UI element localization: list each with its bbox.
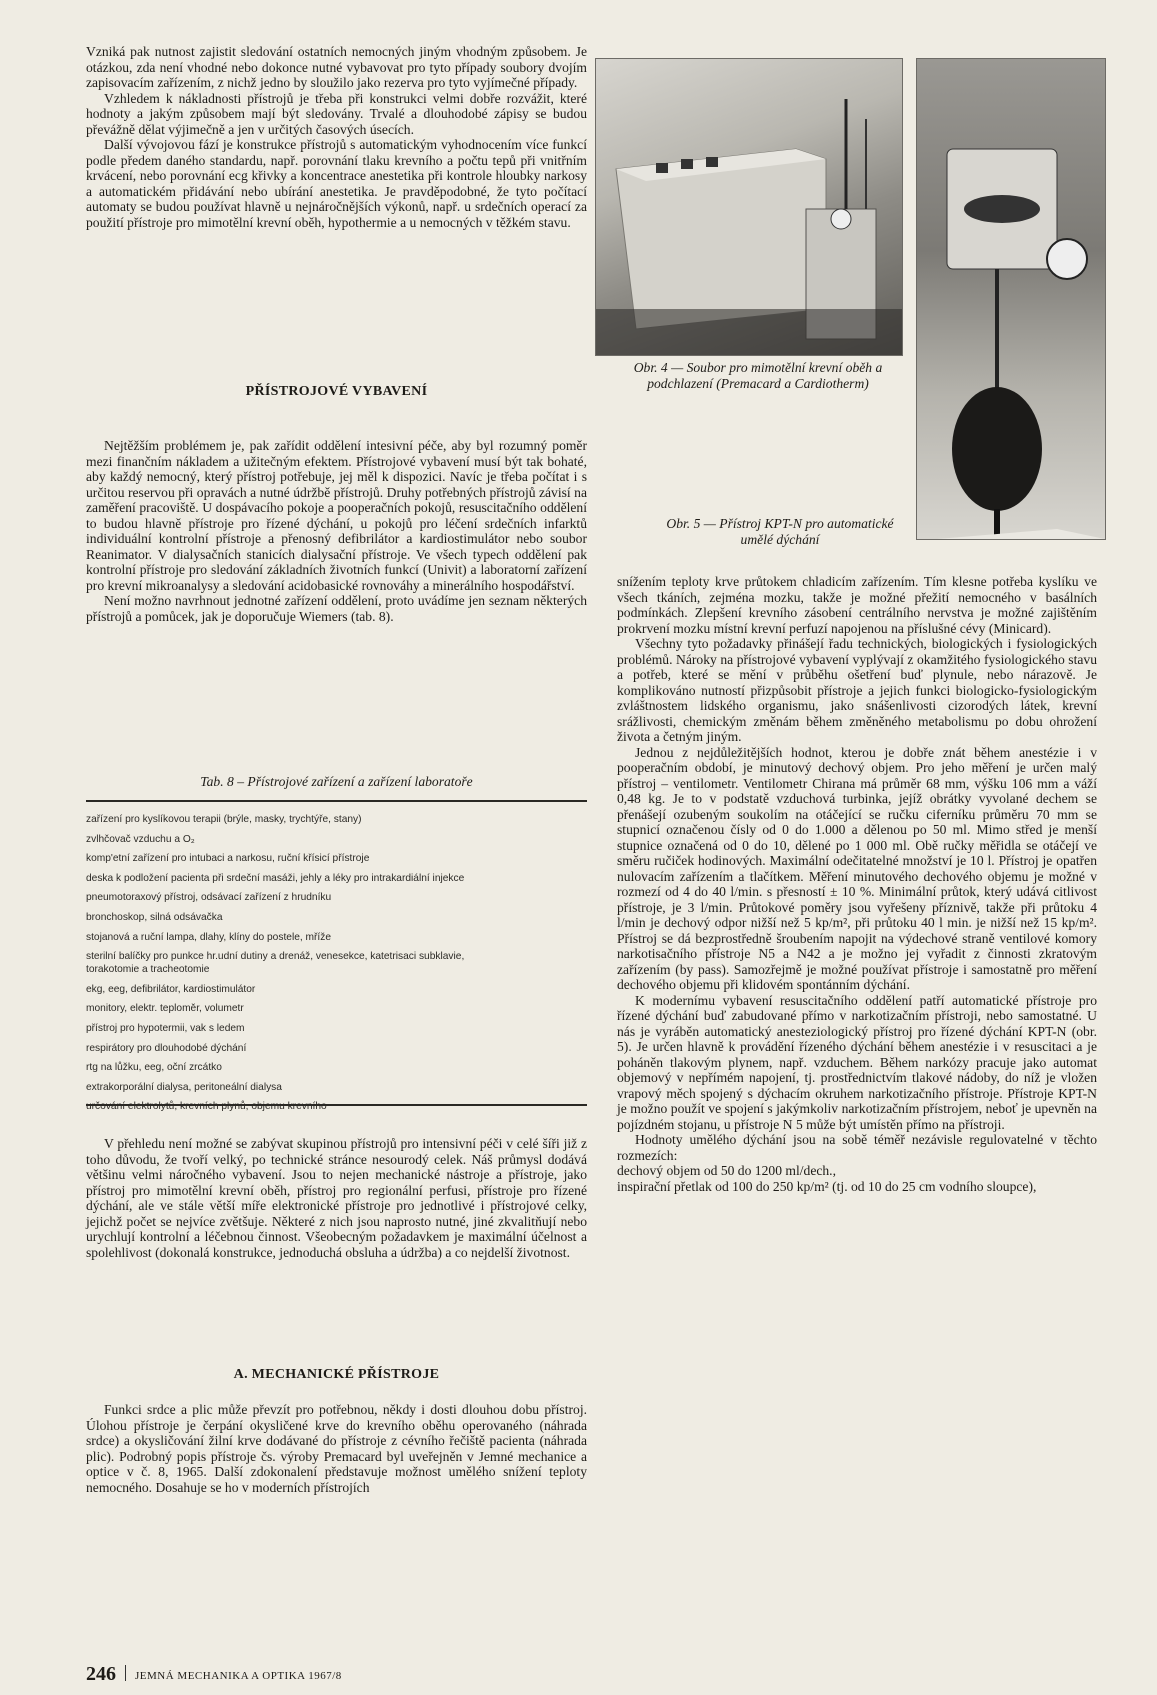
paragraph: Vzhledem k nákladnosti přístrojů je třeba při konstrukci velmi dobře rozvážit, které hodnoty a jakým způsobem mají být sledovány. Trvalé a dlouhodobé zápisy se budou převážně dělat výjimečně a jen v určitých časových úsecích. bbox=[86, 90, 587, 137]
figure-5-photo bbox=[916, 58, 1106, 540]
kpt-n-respirator-image bbox=[917, 59, 1105, 539]
left-column-middle bbox=[86, 438, 587, 624]
table-top-rule bbox=[86, 800, 587, 802]
paragraph: Hodnoty umělého dýchání jsou na sobě téměř nezávisle regulovatelné v těchto rozmezích: bbox=[617, 1132, 1097, 1163]
table-row: rtg na lůžku, eeg, oční zrcátko bbox=[86, 1062, 222, 1074]
table-row: ekg, eeg, defibrilátor, kardiostimulátor bbox=[86, 983, 256, 995]
left-column-bottom bbox=[86, 1136, 587, 1260]
paragraph: Vzniká pak nutnost zajistit sledování ostatních nemocných jiným vhodným způsobem. Je otázkou, zda není vhodné nebo dokonce nutné vybavovat pro tyto případy soubory dvojím zapisovacím zařízením, z nichž jedno by sloužilo jako rezerva pro tyto vyjímečné případy. bbox=[86, 44, 587, 90]
left-column-mechanical bbox=[86, 1402, 587, 1495]
table-title: Tab. 8 – Přístrojové zařízení a zařízení laboratoře bbox=[200, 774, 473, 789]
table-row: určování elektrolytů, krevních plynů, objemu krevního bbox=[86, 1101, 327, 1113]
paragraph: Není možno navrhnout jednotné zařízení oddělení, proto uvádíme jen seznam některých přístrojů a pomůcek, jak je doporučuje Wiemers (tab. 8). bbox=[86, 593, 587, 624]
list-item: dechový objem od 50 do 1200 ml/dech., bbox=[617, 1163, 836, 1178]
footer-divider bbox=[125, 1665, 126, 1681]
table-row: extrakorporální dialysa, peritoneální dialysa bbox=[86, 1081, 282, 1093]
section-heading: PŘÍSTROJOVÉ VYBAVENÍ bbox=[245, 384, 428, 399]
paragraph: K modernímu vybavení resuscitačního oddělení patří automatické přístroje pro řízené dýchání buď zabudované přímo v narkotizačním přístroji, nebo samostatné. U nás je vyráběn automatický anesteziologický přístroj pro řízené dýchání KPT-N (obr. 5). Je určen hlavně k provádění řízeného dýchání během anestézie i v resuscitaci a je poháněn tlakovým plynem, např. vzduchem. Během narkózy pracuje jako automat objemový v nepřímém napojení, tj. prostřednictvím tlakové nádoby, do níž je vložen vrapový měch spojený s dýchacím okruhem narkotizačního přístroje. Přístroje KPT-N je možno použít ve spojení s jakýmkoliv narkotizačním přístrojem, neboť je upevněn na pojízdném stojanu, u přístroje N 5 může být umístěn přímo na přístroji. bbox=[617, 992, 1097, 1132]
equipment-table bbox=[86, 810, 587, 1117]
journal-name: JEMNÁ MECHANIKA A OPTIKA 1967/8 bbox=[135, 1670, 342, 1682]
heart-lung-machine-image bbox=[596, 59, 902, 355]
table-row: zvlhčovač vzduchu a O₂ bbox=[86, 833, 195, 845]
figure-5-caption: Obr. 5 — Přístroj KPT-N pro automatické umělé dýchání bbox=[666, 516, 894, 547]
table-row: pneumotoraxový přístroj, odsávací zařízení z hrudníku bbox=[86, 892, 332, 904]
list-item: inspirační přetlak od 100 do 250 kp/m² (tj. od 10 do 25 cm vodního sloupce), bbox=[617, 1178, 1037, 1194]
table-row: deska k podložení pacienta při srdeční masáži, jehly a léky pro intrakardiální injekce bbox=[86, 872, 465, 884]
paragraph: snížením teploty krve průtokem chladicím zařízením. Tím klesne potřeba kyslíku ve všech tkáních, zejména mozku, takže je možné přežití nemocného v basálních podmínkách. Zlepšení krevního zásobení centrálního nervstva je možné zajištěním prokrvení mozku místní krevní perfuzí napojenou na příslušné cévy (Minicard). bbox=[617, 574, 1097, 636]
table-row: zařízení pro kyslíkovou terapii (brýle, masky, trychtýře, stany) bbox=[86, 814, 362, 825]
paragraph: V přehledu není možné se zabývat skupinou přístrojů pro intensivní péči v celé šíři již z toho důvodu, že tvoří velký, po technické stránce nesourodý celek. Náš průmysl dodává většinu velmi náročného vybavení. Jsou to nejen mechanické nástroje a přístroje, jako přístroj pro mimotělní krevní oběh, přístroj pro regionální perfusi, přístroje pro řízené dýchání, ale ve stále větší míře elektronické přístroje pro jednotlivé i přístrojové celky, jejichž počet se nejvíce zvětšuje. Některé z nich jsou naprosto nutné, jiné zkvalitňují nebo urychlují kontrolní a léčebnou činnost. Všeobecným požadavkem je maximální účelnost a spolehlivost (dokonalá konstrukce, jednoduchá obsluha a údržba) a co nejdelší životnost. bbox=[86, 1136, 587, 1260]
page-number: 246 bbox=[86, 1663, 116, 1685]
left-column-top bbox=[86, 44, 587, 230]
table-row: respirátory pro dlouhodobé dýchání bbox=[86, 1042, 247, 1054]
table-row: stojanová a ruční lampa, dlahy, klíny do postele, mříže bbox=[86, 931, 332, 943]
page-footer bbox=[86, 1663, 342, 1686]
paragraph: Funkci srdce a plic může převzít pro potřebnou, někdy i dosti dlouhou dobu přístroj. Úlohou přístroje je čerpání okysličené krve do krevního oběhu operovaného (náhrada srdce) a okysličování žilní krve dodávané do přístroje z cévního řečiště pacienta (náhrada plic). Podrobný popis přístroje čs. výroby Premacard byl uveřejněn v Jemné mechanice a optice v č. 8, 1965. Další zdokonalení představuje možnost umělého snížení teploty nemocného. Dosahuje se ho v moderních přístrojích bbox=[86, 1402, 587, 1495]
table-row: komp'etní zařízení pro intubaci a narkosu, ruční křísicí přístroje bbox=[86, 853, 370, 865]
table-row: torakotomie a tracheotomie bbox=[86, 963, 210, 975]
table-row: monitory, elektr. teploměr, volumetr bbox=[86, 1003, 244, 1015]
section-heading: A. MECHANICKÉ PŘÍSTROJE bbox=[233, 1367, 440, 1382]
figure-4-photo bbox=[595, 58, 903, 356]
paragraph: Další vývojovou fází je konstrukce přístrojů s automatickým vyhodnocením více funkcí podle předem daného standardu, např. porovnání tlaku krevního a počtu tepů při vnitřním krvácení, nebo porovnání ecg křivky a koncentrace anestetika při kontrole hloubky narkosy a automatickém přidávání nebo ubírání anestetika. Je pravděpodobné, že tyto počítací automaty se budou používat hlavně u nejnáročnějších výkonů, např. u srdečních operací za použití přístroje pro mimotělní krevní oběh, hypothermie a u nemocných v těžkém stavu. bbox=[86, 137, 587, 230]
paragraph: Všechny tyto požadavky přinášejí řadu technických, biologických i fysiologických problémů. Nároky na přístrojové vybavení vyplývají z okamžitého fysiologického stavu a potřeb, které se mění v průběhu ošetření buď plynule, nebo nárazově. Je komplikováno nutností přizpůsobit přístroje a jejich funkci biologicko-fysiologickým zvláštnostem lidského organismu, jako snášenlivosti cizorodých látek, krevní srážlivosti, chemickým změnám během změněného metabolismu po dobu ohrožení života a četným jiným. bbox=[617, 636, 1097, 744]
figure-4-caption: Obr. 4 — Soubor pro mimotělní krevní oběh a podchlazení (Premacard a Cardiotherm) bbox=[633, 360, 883, 391]
table-row: přístroj pro hypotermii, vak s ledem bbox=[86, 1022, 245, 1034]
right-column bbox=[617, 574, 1097, 1194]
table-row: sterilní balíčky pro punkce hr.udní dutiny a drenáž, venesekce, katetrisaci subklavie, bbox=[86, 951, 465, 963]
table-bottom-rule bbox=[86, 1104, 587, 1106]
paragraph: Jednou z nejdůležitějších hodnot, kterou je dobře znát během anestézie i v pooperačním období, je minutový dechový objem. Pro jeho měření je určen malý přístroj – ventilometr. Ventilometr Chirana má průměr 68 mm, výšku 106 mm a váží 0,48 kg. Je to v podstatě vzduchová turbinka, jejíž obrátky vyvolané dechem se přenášejí ozubeným soukolím na otáčející se ručku ciferníku průměru 70 mm se stupnicí označenou čísly od 0 do 1.000 a dělenou po 50 ml. Mimo střed je menší stupnice označená od 0 do 10, dělené po 1 000 ml. Obě ručky měřidla se otáčejí ve směru ručiček hodinových. Maximální odečitatelné množství je 10 l. Přístroj je opatřen nulovacím zařízením a tlačítkem. Měření minutového dechového objemu je možné v rozmezí od 4 do 40 l/min. s přesností ± 10 %. Minimální průtok, který udává citlivost přístroje, je 3 l/min. Průtokové poměry jsou vyřešeny příznivě, takže při průtoku 4 l/min je dechový odpor nižší než 5 kp/m², při průtoku 40 l min. je nižší než 15 kp/m². Přístroj se dá bezprostředně šroubením napojit na výdechové straně ventilové komory narkotisačního přístroje N5 a N42 a je možno jej vyřadit z činnosti zkratovým zařízením (by pass). Samozřejmě je možné používat přístroje i samostatně pro měření dechového objemu při klidovém spontánním dýchání. bbox=[617, 744, 1097, 992]
table-row: bronchoskop, silná odsávačka bbox=[86, 911, 223, 923]
paragraph: Nejtěžším problémem je, pak zařídit oddělení intesivní péče, aby byl rozumný poměr mezi finančním nákladem a užitečným efektem. Přístrojové vybavení musí být tak bohaté, aby každý nemocný, který přístroj potřebuje, jej měl k dispozici. Navíc je třeba počítat i s určitou reservou při opravách a nutné údržbě přístrojů. Druhy potřebných přístrojů závisí na zaměření pracoviště. U dospávacího pokoje a pooperačních pokojů, resuscitačního oddělení to budou hlavně přístroje pro řízené dýchání, u pokojů pro léčení srdečních infarktů individuální kontrolní přístroje a přenosný defibrilátor a kardiostimulátor nebo soubor Reanimator. V dialysačních stanicích dialysační přístroje. Ve všech typech oddělení pak kontrolní přístroje pro sledování základních životních funkcí (Univit) a laboratorní zařízení pro krevní mikroanalysy a sledování acidobasické rovnováhy a minerálního hospodářství. bbox=[86, 438, 587, 593]
